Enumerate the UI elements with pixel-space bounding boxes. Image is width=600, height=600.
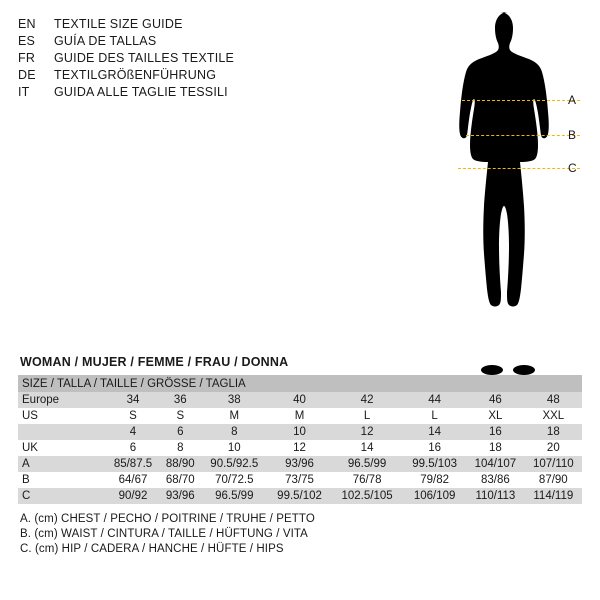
cell: 106/109	[403, 488, 466, 504]
cell: 93/96	[160, 488, 201, 504]
cell: 96.5/99	[331, 456, 403, 472]
cell: 44	[403, 392, 466, 408]
language-list	[18, 16, 308, 101]
cell: 36	[160, 392, 201, 408]
cell: 34	[106, 392, 160, 408]
language-row-fr	[18, 50, 308, 67]
cell: 6	[160, 424, 201, 440]
cell: 18	[466, 440, 525, 456]
cell: 12	[331, 424, 403, 440]
language-code: ES	[18, 34, 36, 48]
measure-line-hip	[458, 168, 580, 169]
cell: 110/113	[466, 488, 525, 504]
cell: 99.5/102	[268, 488, 331, 504]
cell: XXL	[525, 408, 582, 424]
language-text: TEXTILE SIZE GUIDE	[54, 17, 183, 31]
cell: 70/72.5	[201, 472, 269, 488]
language-text: GUIDA ALLE TAGLIE TESSILI	[54, 85, 228, 99]
table-row	[18, 392, 582, 408]
cell: 85/87.5	[106, 456, 160, 472]
cell: 93/96	[268, 456, 331, 472]
table-row	[18, 456, 582, 472]
cell: S	[106, 408, 160, 424]
table-header-label: SIZE / TALLA / TAILLE / GRÖSSE / TAGLIA	[18, 375, 582, 392]
cell: XL	[466, 408, 525, 424]
section-title: WOMAN / MUJER / FEMME / FRAU / DONNA	[20, 355, 289, 369]
cell: 40	[268, 392, 331, 408]
cell: 73/75	[268, 472, 331, 488]
cell: 10	[201, 440, 269, 456]
cell: 8	[160, 440, 201, 456]
cell: 107/110	[525, 456, 582, 472]
measure-label-a: A	[568, 93, 577, 107]
cell: 16	[403, 440, 466, 456]
cell: 79/82	[403, 472, 466, 488]
language-code: IT	[18, 85, 30, 99]
cell: M	[201, 408, 269, 424]
cell: 96.5/99	[201, 488, 269, 504]
cell: L	[403, 408, 466, 424]
measure-line-waist	[466, 135, 580, 136]
row-label: A	[18, 456, 106, 472]
cell: 88/90	[160, 456, 201, 472]
language-row-en	[18, 16, 308, 33]
language-text: GUIDE DES TAILLES TEXTILE	[54, 51, 235, 65]
cell: 20	[525, 440, 582, 456]
language-text: GUÍA DE TALLAS	[54, 34, 157, 48]
table-row	[18, 440, 582, 456]
table-header-row	[18, 375, 582, 392]
measurement-legend	[18, 512, 582, 557]
cell: 12	[268, 440, 331, 456]
cell: 64/67	[106, 472, 160, 488]
cell: 38	[201, 392, 269, 408]
language-row-es	[18, 33, 308, 50]
cell: 10	[268, 424, 331, 440]
row-label	[18, 424, 106, 440]
language-code: EN	[18, 17, 36, 31]
cell: 102.5/105	[331, 488, 403, 504]
size-table-area	[18, 355, 582, 557]
row-label: Europe	[18, 392, 106, 408]
silhouette-icon	[430, 8, 590, 378]
language-row-it	[18, 84, 308, 101]
measure-label-c: C	[568, 161, 577, 175]
legend-line-a: A. (cm) CHEST / PECHO / POITRINE / TRUHE / PETTO	[20, 513, 315, 525]
cell: 48	[525, 392, 582, 408]
cell: 114/119	[525, 488, 582, 504]
table-row	[18, 488, 582, 504]
cell: 6	[106, 440, 160, 456]
cell: 4	[106, 424, 160, 440]
legend-line-c: C. (cm) HIP / CADERA / HANCHE / HÜFTE / HIPS	[20, 543, 284, 555]
cell: 16	[466, 424, 525, 440]
cell: 14	[403, 424, 466, 440]
cell: 104/107	[466, 456, 525, 472]
cell: S	[160, 408, 201, 424]
measure-line-chest	[462, 100, 580, 101]
language-text: TEXTILGRÖßENFÜHRUNG	[54, 68, 217, 82]
cell: 90.5/92.5	[201, 456, 269, 472]
cell: L	[331, 408, 403, 424]
cell: 18	[525, 424, 582, 440]
cell: 83/86	[466, 472, 525, 488]
cell: M	[268, 408, 331, 424]
table-row	[18, 408, 582, 424]
cell: 87/90	[525, 472, 582, 488]
cell: 42	[331, 392, 403, 408]
row-label: B	[18, 472, 106, 488]
cell: 99.5/103	[403, 456, 466, 472]
table-row	[18, 472, 582, 488]
row-label: C	[18, 488, 106, 504]
language-code: FR	[18, 51, 36, 65]
language-row-de	[18, 67, 308, 84]
legend-line-b: B. (cm) WAIST / CINTURA / TAILLE / HÜFTUNG / VITA	[20, 528, 308, 540]
row-label: US	[18, 408, 106, 424]
row-label: UK	[18, 440, 106, 456]
cell: 76/78	[331, 472, 403, 488]
table-row	[18, 424, 582, 440]
language-code: DE	[18, 68, 36, 82]
cell: 8	[201, 424, 269, 440]
female-silhouette-figure	[430, 8, 590, 378]
cell: 46	[466, 392, 525, 408]
measure-label-b: B	[568, 128, 577, 142]
cell: 14	[331, 440, 403, 456]
size-table	[18, 375, 582, 504]
cell: 90/92	[106, 488, 160, 504]
cell: 68/70	[160, 472, 201, 488]
